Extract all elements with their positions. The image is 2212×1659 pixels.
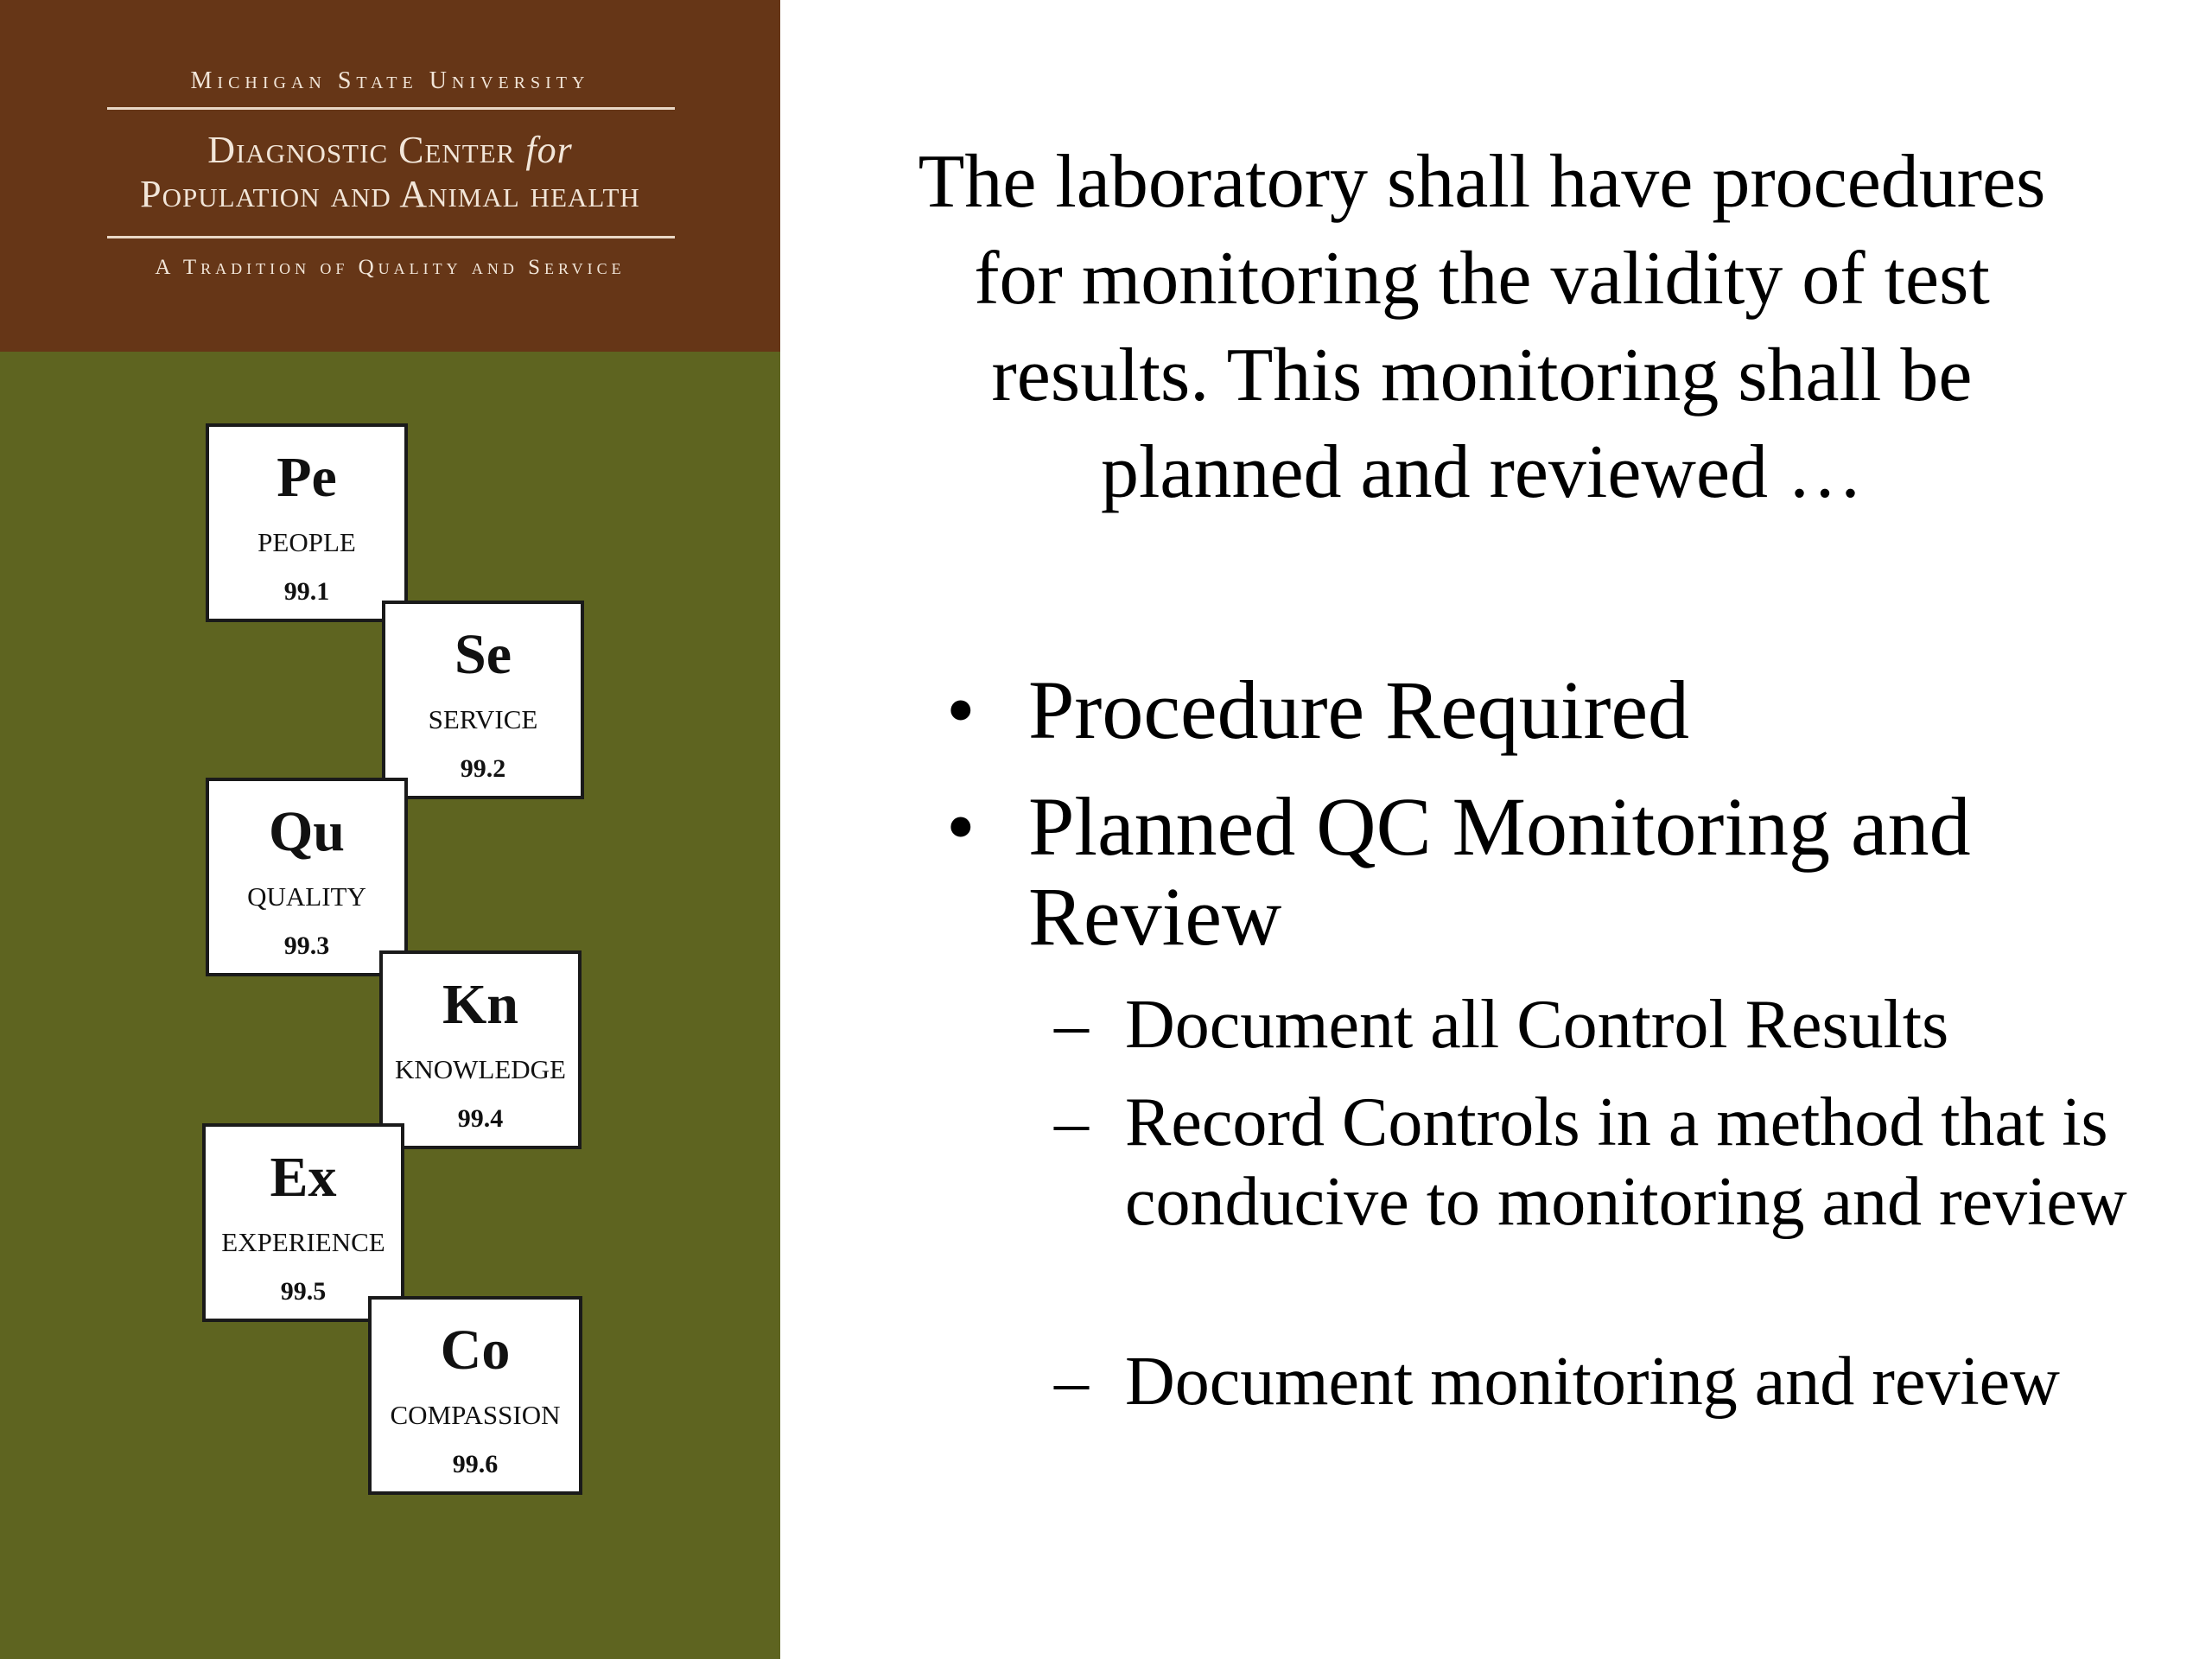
left-sidebar bbox=[0, 0, 780, 1659]
center-name-line2: Population and Animal health bbox=[140, 173, 640, 215]
tile-word: COMPASSION bbox=[390, 1400, 561, 1430]
center-name-main: Diagnostic Center bbox=[207, 129, 516, 171]
tile-number: 99.3 bbox=[283, 931, 330, 960]
banner-divider-top bbox=[107, 107, 675, 110]
tile-number: 99.1 bbox=[283, 577, 330, 606]
bullet-marker: • bbox=[946, 780, 976, 873]
tile-word: KNOWLEDGE bbox=[394, 1054, 566, 1084]
tile-symbol: Pe bbox=[276, 446, 337, 509]
tile-symbol: Qu bbox=[268, 800, 346, 863]
tile-number: 99.5 bbox=[280, 1277, 327, 1306]
bullet-marker: • bbox=[946, 664, 976, 756]
tile-number: 99.6 bbox=[452, 1450, 499, 1478]
center-name-for: for bbox=[525, 129, 573, 171]
sub-bullet-record-controls: Record Controls in a method that is conducive to monitoring and review bbox=[1125, 1084, 2127, 1240]
element-tile-compassion bbox=[368, 1296, 582, 1495]
tile-symbol: Kn bbox=[442, 973, 519, 1036]
tile-word: QUALITY bbox=[247, 881, 366, 912]
sub-bullet-marker: – bbox=[1054, 1344, 1089, 1420]
element-tile-people bbox=[206, 423, 408, 622]
sub-bullet-document-control-results: Document all Control Results bbox=[1125, 987, 1949, 1063]
element-tile-experience bbox=[202, 1123, 404, 1322]
sub-bullet-marker: – bbox=[1054, 1084, 1089, 1160]
tradition-tagline: A Tradition of Quality and Service bbox=[155, 256, 626, 279]
tile-number: 99.2 bbox=[460, 754, 506, 783]
element-tile-knowledge bbox=[379, 950, 582, 1149]
element-tile-quality bbox=[206, 778, 408, 976]
intro-statement: The laboratory shall have procedures for monitoring the validity of test results. This monitoring shall be planned and reviewed … bbox=[918, 140, 2046, 514]
university-name: Michigan State University bbox=[190, 67, 590, 94]
tile-word: EXPERIENCE bbox=[221, 1227, 385, 1257]
bullet-procedure-required: Procedure Required bbox=[1028, 664, 1690, 756]
sub-bullet-marker: – bbox=[1054, 987, 1089, 1063]
tile-word: SERVICE bbox=[428, 704, 538, 734]
sub-bullet-document-monitoring: Document monitoring and review bbox=[1125, 1344, 2060, 1420]
center-name-line1 bbox=[0, 128, 780, 172]
tile-number: 99.4 bbox=[457, 1104, 504, 1133]
bullet-planned-qc-monitoring: Planned QC Monitoring and Review bbox=[1028, 780, 1971, 963]
element-tile-service bbox=[382, 601, 584, 799]
tile-symbol: Co bbox=[440, 1319, 511, 1382]
institution-banner bbox=[0, 0, 780, 352]
tile-symbol: Ex bbox=[270, 1146, 337, 1209]
tile-word: PEOPLE bbox=[257, 527, 356, 557]
tile-symbol: Se bbox=[454, 623, 512, 686]
banner-divider-bottom bbox=[107, 236, 675, 238]
